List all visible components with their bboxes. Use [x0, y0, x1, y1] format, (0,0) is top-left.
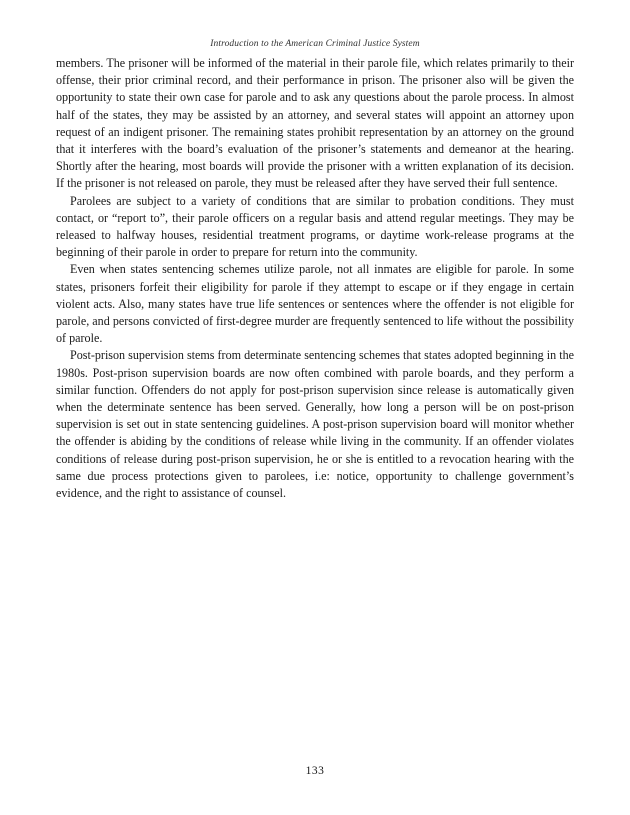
paragraph-post-prison-supervision: Post-prison supervision stems from determinate sentencing schemes that states adopted beginning in the 1980s. Post-prison supervision boards are now often combined with parole boards, and they perform a similar function. Offenders do not apply for post-prison supervision since release is automatically given when the determinate sentence has been served. Generally, how long a person will be on post-prison supervision is set out in state sentencing guidelines. A post-prison supervision board will monitor whether the offender is abiding by the conditions of release while living in the community. If an offender violates conditions of release during post-prison supervision, he or she is entitled to a revocation hearing with the same due process protections given to parolees, i.e: notice, opportunity to challenge government’s evidence, and the right to assistance of counsel.: [56, 348, 574, 501]
paragraph-parole-eligibility: Even when states sentencing schemes utilize parole, not all inmates are eligible for parole. In some states, prisoners forfeit their eligibility for parole if they attempt to escape or if they engage in certain violent acts. Also, many states have true life sentences or sentences where the offender is not eligible for parole, and persons convicted of first-degree murder are frequently sentenced to life without the possibility of parole.: [56, 262, 574, 346]
running-header: Introduction to the American Criminal Justice System: [210, 39, 420, 49]
page-number: 133: [305, 765, 325, 777]
body-text: [56, 55, 574, 502]
paragraph-continuation: members. The prisoner will be informed of the material in their parole file, which relates primarily to their offense, their prior criminal record, and their performance in prison. The prisoner also will be given the opportunity to state their own case for parole and to ask any questions about the parole process. In almost half of the states, they may be assisted by an attorney, and several states will appoint an attorney upon request of an indigent prisoner. The remaining states prohibit representation by an attorney on the ground that it interferes with the board’s evaluation of the prisoner’s statements and demeanor at the hearing. Shortly after the hearing, most boards will provide the prisoner with a written explanation of its decision. If the prisoner is not released on parole, they must be released after they have served their full sentence.: [56, 56, 574, 191]
paragraph-parole-conditions: Parolees are subject to a variety of conditions that are similar to probation conditions. They must contact, or “report to”, their parole officers on a regular basis and attend regular meetings. They may be released to halfway houses, residential treatment programs, or daytime work-release programs at the beginning of their parole in order to prepare for return into the community.: [56, 193, 574, 260]
